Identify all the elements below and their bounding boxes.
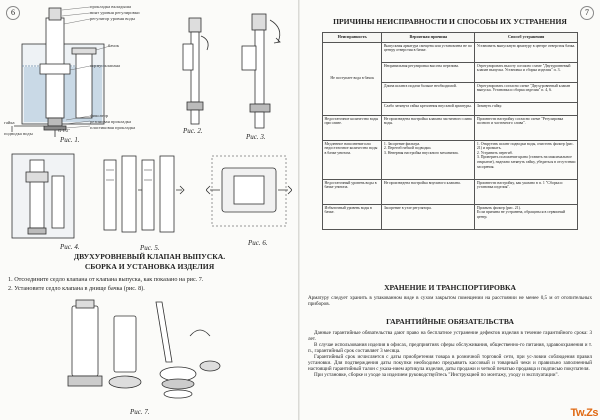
warranty-text [308,330,592,378]
page-number-right: 7 [580,6,594,20]
fix-cell: Произвести настройку согласно схеме "Регулировка полного и частичного слива". [475,115,578,140]
section-title-line2: СБОРКА И УСТАНОВКА ИЗДЕЛИЯ [84,262,215,271]
warranty-paragraph: Гарантийный срок исчисляется с даты приобретения товара в розничной торговой сети, при ус-ловии соблюдения правил установки. Для подтверждения даты покупки необходимо предъявить кассовый и товарный чеки и правильно заполненный настоящий гарантийный талон с указа-нием артикула изделия, даты продажи и четкой печатью продавца и подписью покупателя. [308,354,592,372]
fix-cell: Установить выпускную арматуру в центре отверстия бачка. [475,42,578,62]
fig1-label-6: фиксатор [90,113,109,118]
warranty-paragraph: В случае использования изделия в офисах, предприятиях сферы обслуживания, общественно-го питания, здравоохранения и т. п., гарантийный срок составляет 3 месяца. [308,342,592,354]
cause-cell: Неправильная регулировка высоты перелива. [382,62,475,82]
troubleshooting-title: ПРИЧИНЫ НЕИСПРАВНОСТИ И СПОСОБЫ ИХ УСТРАНЕНИЯ [333,17,567,26]
table-row [323,115,578,140]
fix-cell: Затянуть гайку. [475,102,578,115]
fix-line: 2. Устранить перегиб. [476,150,513,155]
table-header-row [323,33,578,43]
step-2: 2. Установите седло клапана в днище бачка (рис. 8). [8,285,145,292]
warranty-title: ГАРАНТИЙНЫЕ ОБЯЗАТЕЛЬСТВА [386,317,514,326]
table-row [323,140,578,179]
troubleshooting-table [322,32,578,230]
figure-4-installed-valve [8,146,78,246]
figure-2-fill-valve [175,14,217,129]
table-header-fix: Способ устранения [475,33,578,43]
fig1-thread-label: G 1/2" [58,128,71,133]
warranty-paragraph: При установке, сборке и уходе за изделием руководствуйтесь "Инструкцией по монтажу, уходу и эксплуатации". [314,372,559,378]
fix-cell: Произвести настройку, как указано в п. 1 "Сборка и установка изделия". [475,179,578,204]
cause-cell: Слабо затянута гайка крепления впускной арматуры. [382,102,475,115]
fig7-caption: Рис. 7. [130,408,150,416]
cause-cell: Засорение в узле регулятора. [382,204,475,229]
table-row [323,42,578,62]
cause-cell: Выпускная арматура смещена или установлена не по центру отверстия в бачке. [382,42,475,62]
table-header-cause: Вероятная причина [382,33,475,43]
fix-cell [475,140,578,179]
fig1-caption: Рис. 1. [60,136,80,144]
fix-line: Если причина не устранена, обращаться в сервисный центр. [476,210,566,219]
fig1-label-2: винт уровня регулировки [90,10,140,15]
table-row [323,179,578,204]
fig1-label-3: регулятор уровня воды [90,16,135,21]
fix-cell: Отрегулировать высоту согласно схеме "Двухуровневый клапан выпуска. Установка и сборка изделия" п. 3. [475,62,578,82]
storage-text: Арматуру следует хранить в упакованном виде в сухом закрытом помещении на расстоянии не менее 0,5 м от отопительных приборов. [308,295,592,307]
step-1: 1. Отсоедините седло клапана от клапана выпуска, как показано на рис. 7. [8,276,204,283]
fault-cell: Медленное наполнение или недостаточное количество воды в бачке унитаза. [323,140,382,179]
cause-line: 2. Перегиб гибкой подводки. [383,146,432,151]
fix-line: 3. Проверить положение крана (ставить на максимальное открытие), надежно затянуть гайку, убедиться в отсутствии засорения. [476,155,576,169]
right-page [300,0,600,420]
figure-5-height-adjustment [96,150,196,240]
fix-line: 1. Открутить шланг подводки воды, очистить фильтр (рис. 21) и промыть. [476,141,574,151]
fix-line: Промыть фильтр (рис. 21). [476,205,521,210]
fig5-caption: Рис. 5. [140,244,160,252]
fig1-label-nut: гайка [4,120,15,125]
watermark-logo: Tw.Zs [570,407,598,419]
warranty-paragraph: Данные гарантийные обязательства дают право на бесплатное устранение дефектов изделия в течение гарантийного срока: 3 лет. [308,330,592,342]
fig1-label-1: прокладка вкладыша [90,4,132,9]
figure-6-bracket-lock [206,150,292,232]
fix-cell: Отрегулировать согласно схеме "Двухуровневый клапан выпуска. Установка и сборка изделия" п. 4, 6. [475,82,578,102]
fix-cell [475,204,578,229]
section-title-line1: ДВУХУРОВНЕВЫЙ КЛАПАН ВЫПУСКА. [73,252,226,261]
fig1-label-7: резиновая прокладка [90,119,131,124]
page-number-left: 6 [6,6,20,20]
left-page [0,0,299,420]
fig1-label-8: пластиковая прокладка [90,125,136,130]
table-row [323,204,578,229]
figure-3-fill-valve-adjust [228,10,294,135]
fault-cell: Избыточный уровень воды в бачке. [323,204,382,229]
fig3-caption: Рис. 3. [246,133,266,141]
cause-cell: Не произведена настройка клапана частичного слива воды. [382,115,475,140]
cause-cell [382,140,475,179]
fault-cell: Недостаточный уровень воды в бачке унитаза. [323,179,382,204]
fig6-caption: Рис. 6. [248,239,268,247]
cause-line: 1. Засорение фильтра. [383,141,421,146]
table-header-fault: Неисправность [323,33,382,43]
fig2-caption: Рис. 2. [183,127,203,135]
fault-cell: Недостаточное количество воды при сливе. [323,115,382,140]
fig1-label-water-supply: подводка воды [4,131,33,136]
fault-cell: Не поступает вода в бачок [323,42,382,115]
cause-cell: Не произведена настройка впускного клапана. [382,179,475,204]
fig1-label-5: корпус клапана [90,63,121,68]
storage-title: ХРАНЕНИЕ И ТРАНСПОРТИРОВКА [384,283,516,292]
cause-cell: Длина шланга подачи больше необходимой. [382,82,475,102]
figure-7-drain-valve-parts [60,296,230,411]
cause-line: 3. Неверная настройка впускного механизма. [383,150,459,155]
fig4-caption: Рис. 4. [60,243,80,251]
fig1-label-4: бачок [108,43,120,48]
